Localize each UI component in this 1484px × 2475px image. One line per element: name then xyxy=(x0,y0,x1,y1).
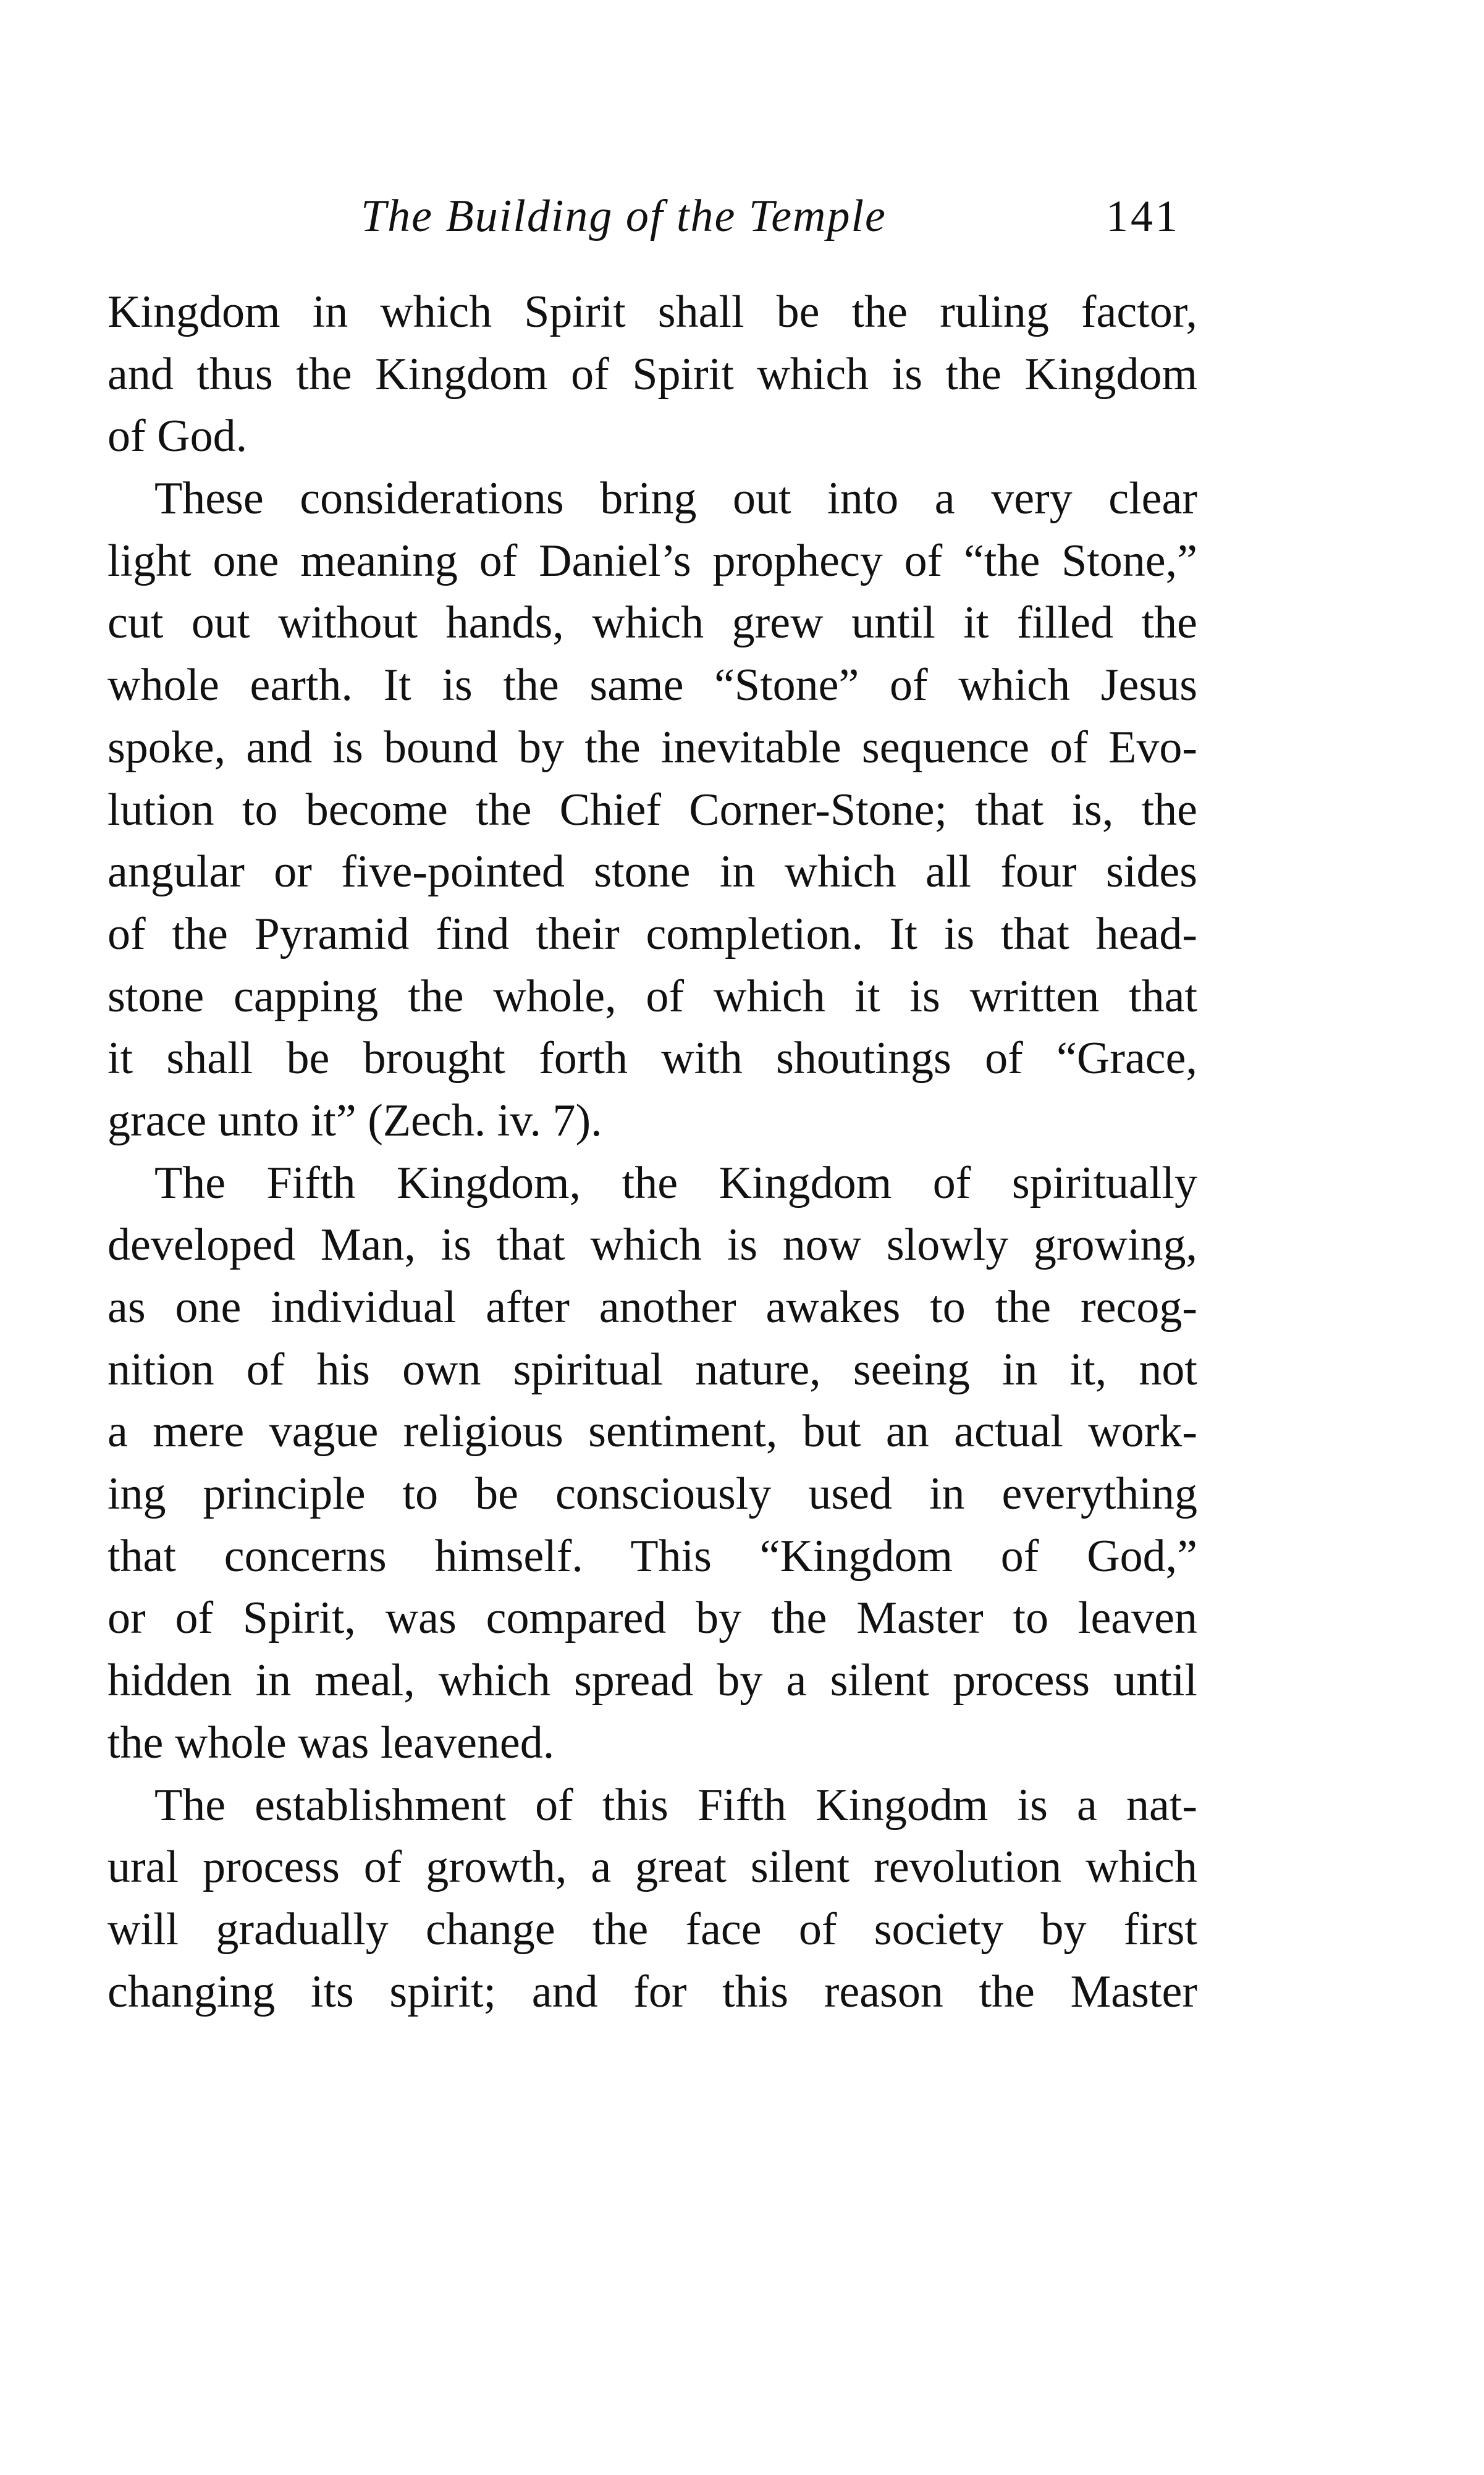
text-line: will gradually change the face of society by first xyxy=(108,1904,1197,1955)
text-line: ural process of growth, a great silent revolution which xyxy=(108,1842,1197,1893)
text-line: of the Pyramid find their completion. It is that head- xyxy=(108,908,1197,959)
text-line: and thus the Kingdom of Spirit which is the Kingdom xyxy=(108,348,1197,400)
text-line: spoke, and is bound by the inevitable sequence of Evo- xyxy=(108,722,1197,773)
text-line: ing principle to be consciously used in everything xyxy=(108,1469,1197,1520)
text-line: light one meaning of Daniel’s prophecy of “the Stone,” xyxy=(108,535,1197,586)
text-line: Kingdom in which Spirit shall be the ruling factor, xyxy=(108,287,1197,337)
text-line: or of Spirit, was compared by the Master to leaven xyxy=(108,1593,1197,1644)
text-line: lution to become the Chief Corner-Stone; that is, the xyxy=(108,784,1197,835)
text-line: cut out without hands, which grew until it filled the xyxy=(108,597,1197,649)
running-title: The Building of the Temple xyxy=(361,191,887,242)
text-line: grace unto it” (Zech. iv. 7). xyxy=(108,1095,602,1146)
text-line: it shall be brought forth with shoutings of “Grace, xyxy=(108,1033,1197,1084)
paragraph xyxy=(108,468,1197,1152)
page-number: 141 xyxy=(1106,192,1180,241)
text-line: as one individual after another awakes to the recog- xyxy=(108,1282,1197,1333)
text-line: changing its spirit; and for this reason the Master xyxy=(108,1966,1197,2017)
text-line: The Fifth Kingdom, the Kingdom of spiritually xyxy=(154,1157,1197,1208)
text-line: These considerations bring out into a very clear xyxy=(154,473,1197,525)
text-line: whole earth. It is the same “Stone” of which Jesus xyxy=(108,660,1197,711)
text-line: nition of his own spiritual nature, seeing in it, not xyxy=(108,1344,1197,1395)
body-text xyxy=(108,281,1197,2023)
text-line: developed Man, is that which is now slowly growing, xyxy=(108,1220,1197,1271)
text-line: a mere vague religious sentiment, but an actual work- xyxy=(108,1406,1197,1457)
text-line: that concerns himself. This “Kingdom of God,” xyxy=(108,1530,1197,1582)
paragraph xyxy=(108,1152,1197,1774)
text-line: angular or five-pointed stone in which all four sides xyxy=(108,846,1197,898)
paragraph xyxy=(108,281,1197,468)
paragraph xyxy=(108,1774,1197,2023)
text-line: of God. xyxy=(108,411,248,462)
text-line: stone capping the whole, of which it is written that xyxy=(108,971,1197,1022)
text-line: hidden in meal, which spread by a silent process until xyxy=(108,1655,1197,1706)
text-line: the whole was leavened. xyxy=(108,1717,555,1768)
text-line: The establishment of this Fifth Kingodm is a nat- xyxy=(154,1779,1197,1831)
